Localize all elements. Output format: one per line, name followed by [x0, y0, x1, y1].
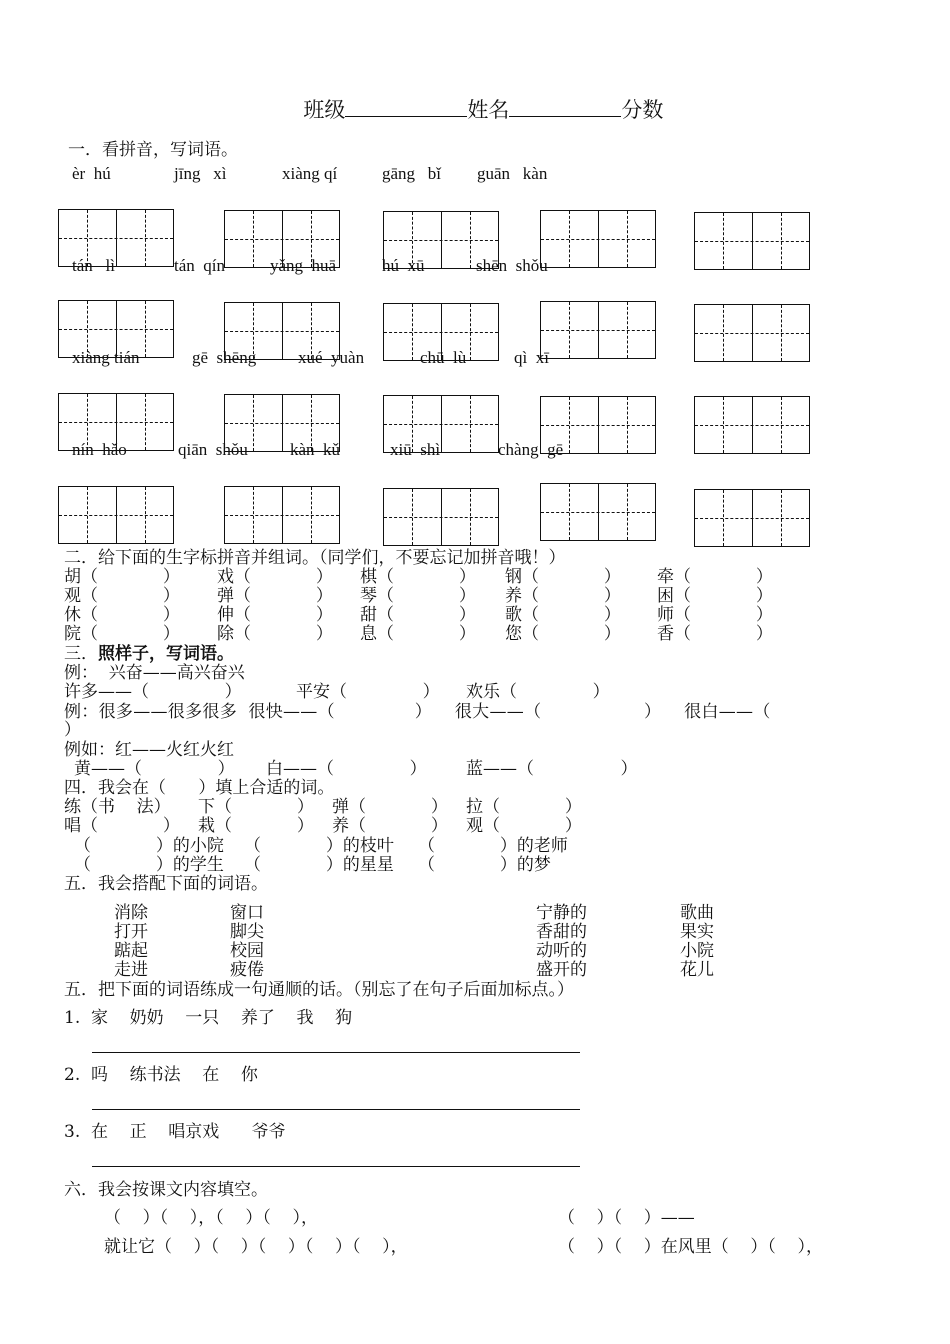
char-item[interactable]: 困（ ）	[657, 586, 773, 606]
match-word[interactable]: 果实	[680, 922, 714, 942]
example-3-item[interactable]: 黄——（ ）	[74, 759, 235, 779]
char-item[interactable]: 歌（ ）	[505, 605, 621, 625]
name-label: 姓名	[467, 98, 510, 122]
pinyin-4-5: chàng gē	[498, 440, 564, 459]
example-3-item[interactable]: 蓝——（ ）	[466, 759, 638, 779]
char-item[interactable]: 琴（ ）	[360, 586, 476, 606]
example-1: 例： 兴奋——高兴奋兴	[64, 663, 245, 683]
pinyin-3-3: xué yuàn	[298, 348, 365, 367]
pinyin-3-5: qì xī	[514, 348, 549, 367]
text-fill-line[interactable]: （ ）（ ）——	[558, 1208, 695, 1228]
char-item[interactable]: 弹（ ）	[217, 586, 333, 606]
text-fill-line[interactable]: （ ）（ ），（ ）（ ），	[104, 1208, 318, 1228]
text-fill-line[interactable]: 就让它（ ）（ ）（ ）（ ）（ ），	[104, 1237, 408, 1257]
writing-box[interactable]	[224, 210, 340, 268]
pinyin-1-5: guān kàn	[477, 164, 548, 183]
writing-box[interactable]	[383, 488, 499, 546]
pinyin-3-1: xiàng tián	[72, 348, 140, 367]
match-word[interactable]: 窗口	[230, 903, 264, 923]
char-item[interactable]: 您（ ）	[505, 624, 621, 644]
example-1-item[interactable]: 许多——（ ）	[64, 682, 242, 702]
pinyin-4-2: qiān shǒu	[178, 440, 248, 459]
fill-item[interactable]: （ ）的梦	[418, 855, 551, 875]
section7-title: 六．我会按课文内容填空。	[64, 1180, 268, 1200]
pinyin-1-1: èr hú	[72, 164, 111, 183]
section5-title: 五．我会搭配下面的词语。	[64, 874, 268, 894]
writing-box[interactable]	[58, 209, 174, 267]
match-word[interactable]: 踮起	[114, 941, 148, 961]
class-blank[interactable]	[345, 96, 467, 117]
pinyin-2-1: tán lì	[72, 256, 115, 275]
match-word[interactable]: 疲倦	[230, 960, 264, 980]
fill-item[interactable]: （ ）的老师	[418, 836, 568, 856]
char-item[interactable]: 观（ ）	[64, 586, 180, 606]
sentence-words: 3. 在 正 唱京戏 爷爷	[64, 1122, 286, 1142]
writing-box[interactable]	[58, 300, 174, 358]
section3-title	[64, 644, 234, 664]
char-item[interactable]: 师（ ）	[657, 605, 773, 625]
section4-title: 四．我会在（ ）填上合适的词。	[64, 778, 335, 798]
writing-box[interactable]	[694, 396, 810, 454]
name-blank[interactable]	[509, 96, 621, 117]
fill-item[interactable]: 观（ ）	[466, 816, 582, 836]
pinyin-1-3: xiàng qí	[282, 164, 338, 183]
fill-item[interactable]: （ ）的学生	[74, 855, 224, 875]
fill-item[interactable]: （ ）的星星	[244, 855, 394, 875]
writing-box[interactable]	[383, 211, 499, 269]
match-word[interactable]: 小院	[680, 941, 714, 961]
char-item[interactable]: 院（ ）	[64, 624, 180, 644]
writing-box[interactable]	[58, 393, 174, 451]
match-word[interactable]: 宁静的	[536, 903, 587, 923]
char-item[interactable]: 息（ ）	[360, 624, 476, 644]
section3-heading: 照样子，写词语。	[98, 644, 234, 664]
writing-box[interactable]	[58, 486, 174, 544]
pinyin-2-2: tán qín	[174, 256, 225, 275]
pinyin-3-4: chū lù	[420, 348, 467, 367]
pinyin-3-2: gē shēng	[192, 348, 257, 367]
pinyin-2-5: shēn shǒu	[476, 256, 548, 275]
fill-item[interactable]: 唱（ ）	[64, 816, 180, 836]
sentence-words: 1. 家 奶奶 一只 养了 我 狗	[64, 1008, 353, 1028]
fill-item[interactable]: （ ）的小院	[74, 836, 224, 856]
answer-line[interactable]	[92, 1166, 580, 1167]
char-item[interactable]: 甜（ ）	[360, 605, 476, 625]
fill-item[interactable]: 栽（ ）	[198, 816, 314, 836]
pinyin-4-1: nín hǎo	[72, 440, 127, 459]
char-item[interactable]: 除（ ）	[217, 624, 333, 644]
char-item[interactable]: 棋（ ）	[360, 567, 476, 587]
pinyin-1-2: jīng xì	[174, 164, 227, 183]
match-word[interactable]: 消除	[114, 903, 148, 923]
example-1-item[interactable]: 欢乐（ ）	[466, 682, 610, 702]
char-item[interactable]: 伸（ ）	[217, 605, 333, 625]
match-word[interactable]: 脚尖	[230, 922, 264, 942]
writing-box[interactable]	[540, 396, 656, 454]
match-word[interactable]: 打开	[114, 922, 148, 942]
writing-box[interactable]	[694, 489, 810, 547]
match-word[interactable]: 花儿	[680, 960, 714, 980]
writing-box[interactable]	[540, 483, 656, 541]
example-2[interactable]: 例：很多——很多很多 很快——（ ） 很大——（ ） 很白——（	[64, 702, 771, 722]
fill-item[interactable]: 拉（ ）	[466, 797, 582, 817]
sentence-words: 2. 吗 练书法 在 你	[64, 1065, 258, 1085]
answer-line[interactable]	[92, 1052, 580, 1053]
char-item[interactable]: 养（ ）	[505, 586, 621, 606]
score-label: 分数	[621, 98, 664, 122]
match-word[interactable]: 歌曲	[680, 903, 714, 923]
writing-box[interactable]	[540, 301, 656, 359]
match-word[interactable]: 盛开的	[536, 960, 587, 980]
writing-box[interactable]	[540, 210, 656, 268]
char-item[interactable]: 钢（ ）	[505, 567, 621, 587]
pinyin-2-3: yǎng huā	[270, 256, 337, 275]
fill-item[interactable]: 下（ ）	[198, 797, 314, 817]
char-item[interactable]: 胡（ ）	[64, 567, 180, 587]
example-2-tail: ）	[64, 720, 81, 740]
pinyin-1-4: gāng bǐ	[382, 164, 442, 183]
char-item[interactable]: 休（ ）	[64, 605, 180, 625]
writing-box[interactable]	[383, 303, 499, 361]
fill-item[interactable]: 弹（ ）	[332, 797, 448, 817]
pinyin-2-4: hú xū	[382, 256, 425, 275]
fill-item[interactable]: （ ）的枝叶	[244, 836, 394, 856]
text-fill-line[interactable]: （ ）（ ）在风里（ ）（ ），	[558, 1237, 823, 1257]
example-3: 例如：红——火红火红	[64, 740, 234, 760]
char-item[interactable]: 戏（ ）	[217, 567, 333, 587]
section3-number: 三．	[64, 644, 98, 664]
writing-box[interactable]	[694, 304, 810, 362]
match-word[interactable]: 走进	[114, 960, 148, 980]
fill-item[interactable]: 练（书 法）	[64, 797, 171, 817]
match-word[interactable]: 动听的	[536, 941, 587, 961]
writing-box[interactable]	[694, 212, 810, 270]
writing-box[interactable]	[224, 394, 340, 452]
char-item[interactable]: 香（ ）	[657, 624, 773, 644]
section6-title: 五．把下面的词语练成一句通顺的话。（别忘了在句子后面加标点。）	[64, 980, 574, 1000]
answer-line[interactable]	[92, 1109, 580, 1110]
writing-box[interactable]	[224, 486, 340, 544]
example-1-item[interactable]: 平安（ ）	[296, 682, 440, 702]
writing-box[interactable]	[224, 302, 340, 360]
fill-item[interactable]: 养（ ）	[332, 816, 448, 836]
writing-box[interactable]	[383, 395, 499, 453]
class-label: 班级	[303, 98, 346, 122]
example-3-item[interactable]: 白——（ ）	[266, 759, 427, 779]
match-word[interactable]: 香甜的	[536, 922, 587, 942]
pinyin-4-3: kàn kǔ	[290, 440, 341, 459]
match-word[interactable]: 校园	[230, 941, 264, 961]
pinyin-4-4: xiū shì	[390, 440, 441, 459]
char-item[interactable]: 牵（ ）	[657, 567, 773, 587]
section2-title: 二．给下面的生字标拼音并组词。（同学们，不要忘记加拼音哦！）	[64, 548, 566, 568]
section1-title: 一．看拼音，写词语。	[68, 140, 238, 160]
page-header	[290, 76, 663, 120]
